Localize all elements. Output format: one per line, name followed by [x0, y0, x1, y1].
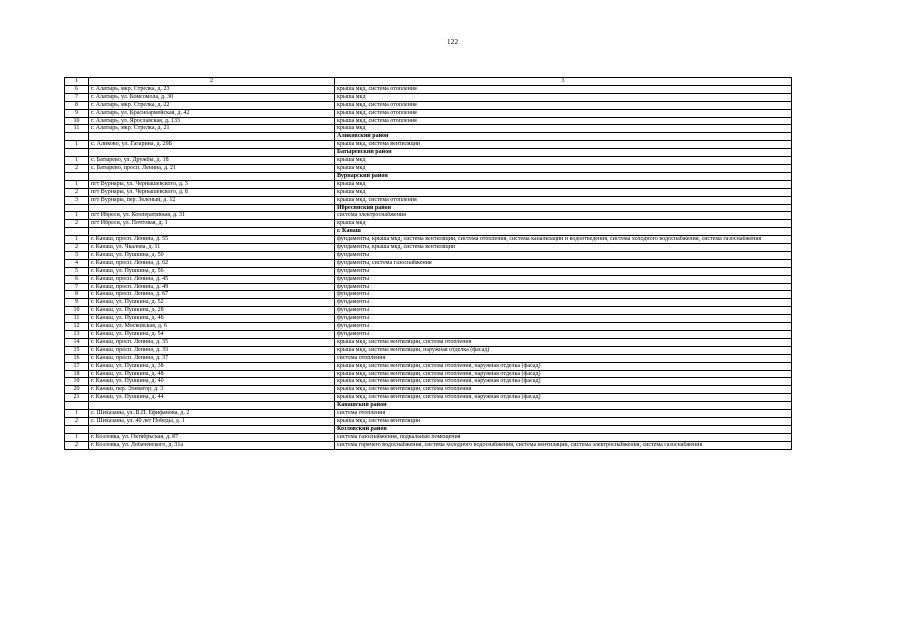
- row-address: г. Канаш, ул. Пушкина, д. 38: [89, 362, 335, 370]
- row-address: г. Алатырь, ул. Ярославская, д. 133: [89, 117, 335, 125]
- table-row: [65, 346, 792, 354]
- section-empty-cell: [89, 133, 335, 141]
- row-number: 3: [65, 196, 89, 204]
- section-title: г. Канаш: [335, 228, 792, 236]
- table-row: [65, 157, 792, 165]
- row-address: г. Канаш, просп. Ленина, д. 49: [89, 283, 335, 291]
- section-title: Вурнарский район: [335, 172, 792, 180]
- table-row: [65, 259, 792, 267]
- row-address: г. Канаш, ул. Пушкина, д. 46: [89, 315, 335, 323]
- section-header-row: [65, 204, 792, 212]
- row-address: г. Канаш, просп. Ленина, д. 37: [89, 354, 335, 362]
- page-number: 122: [446, 37, 459, 46]
- row-address: с. Батырево, просп. Ленина, д. 21: [89, 164, 335, 172]
- section-empty-cell: [89, 402, 335, 410]
- row-number: 1: [65, 433, 89, 441]
- row-number: 7: [65, 283, 89, 291]
- table-row: [65, 417, 792, 425]
- row-works: крыша мкд, система вентиляции, наружная отделка (фасад): [335, 346, 792, 354]
- table-row: [65, 394, 792, 402]
- row-works: крыша мкд, система отопления: [335, 117, 792, 125]
- row-works: крыша мкд, система отопления: [335, 85, 792, 93]
- table-row: [65, 370, 792, 378]
- row-works: крыша мкд, система отопления: [335, 109, 792, 117]
- row-address: г. Алатырь, мкр. Стрелка, д. 23: [89, 85, 335, 93]
- table-row: [65, 212, 792, 220]
- row-number: 9: [65, 109, 89, 117]
- row-number: 20: [65, 386, 89, 394]
- row-number: 8: [65, 291, 89, 299]
- row-number: 2: [65, 244, 89, 252]
- row-number: 12: [65, 323, 89, 331]
- table-row: [65, 85, 792, 93]
- row-number: 2: [65, 164, 89, 172]
- table-row: [65, 283, 792, 291]
- table-row: [65, 323, 792, 331]
- row-works: фундаменты, крыша мкд, система вентиляции, система отопления, система канализации и водоотведения, система холодного водоснабжения, система газоснабжения: [335, 236, 792, 244]
- table-row: [65, 441, 792, 449]
- row-address: с. Аликово, ул. Гагарина, д. 29Б: [89, 141, 335, 149]
- row-number: 9: [65, 299, 89, 307]
- row-works: крыша мкд, система вентиляции, система отопления, наружная отделка (фасад): [335, 378, 792, 386]
- row-works: система отопления: [335, 410, 792, 418]
- table-row: [65, 141, 792, 149]
- table-row: [65, 331, 792, 339]
- row-address: г. Алатырь, ул. Красноармейская, д. 42: [89, 109, 335, 117]
- row-number: 3: [65, 251, 89, 259]
- table-row: [65, 125, 792, 133]
- section-title: Ибресинский район: [335, 204, 792, 212]
- row-number: 1: [65, 212, 89, 220]
- table-row: [65, 362, 792, 370]
- row-number: 1: [65, 410, 89, 418]
- row-address: г. Козловка, ул. Лобачевского, д. 31а: [89, 441, 335, 449]
- row-works: система электроснабжения: [335, 212, 792, 220]
- row-address: г. Канаш, ул. Московская, д. 6: [89, 323, 335, 331]
- section-empty-cell: [65, 228, 89, 236]
- row-number: 21: [65, 394, 89, 402]
- section-header-row: [65, 228, 792, 236]
- table-row: [65, 196, 792, 204]
- row-number: 2: [65, 188, 89, 196]
- row-works: крыша мкд, система вентиляции, система отопления: [335, 386, 792, 394]
- row-address: г. Канаш, просп. Ленина, д. 33: [89, 346, 335, 354]
- table-row: [65, 220, 792, 228]
- table-row: [65, 354, 792, 362]
- header-cell-number: 1: [65, 78, 89, 86]
- section-header-row: [65, 149, 792, 157]
- row-address: г. Канаш, ул. Чкалова, д. 11: [89, 244, 335, 252]
- section-header-row: [65, 402, 792, 410]
- table-row: [65, 164, 792, 172]
- row-address: пгт Ибреси, ул. Почтовая, д. 1: [89, 220, 335, 228]
- row-number: 14: [65, 338, 89, 346]
- row-number: 10: [65, 117, 89, 125]
- row-address: г. Алатырь, ул. Комсомола, д. 30: [89, 93, 335, 101]
- row-address: пгт Вурнары, ул. Чернышевского, д. 3: [89, 180, 335, 188]
- section-empty-cell: [65, 204, 89, 212]
- table-row: [65, 93, 792, 101]
- row-works: фундаменты: [335, 283, 792, 291]
- row-number: 1: [65, 236, 89, 244]
- row-address: г. Алатырь, мкр. Стрелка, д. 21: [89, 125, 335, 133]
- row-works: крыша мкд: [335, 180, 792, 188]
- row-works: крыша мкд: [335, 164, 792, 172]
- row-works: фундаменты: [335, 251, 792, 259]
- row-address: г. Канаш, ул. Пушкина, д. 56: [89, 267, 335, 275]
- row-address: г. Канаш, ул. Пушкина, д. 48: [89, 370, 335, 378]
- row-number: 2: [65, 417, 89, 425]
- row-number: 6: [65, 275, 89, 283]
- section-title: Козловский район: [335, 425, 792, 433]
- section-empty-cell: [65, 172, 89, 180]
- table-row: [65, 188, 792, 196]
- section-header-row: [65, 133, 792, 141]
- row-works: крыша мкд, система вентиляции, система отопления, наружная отделка (фасад): [335, 370, 792, 378]
- table-row: [65, 267, 792, 275]
- row-number: 4: [65, 259, 89, 267]
- row-number: 2: [65, 441, 89, 449]
- row-works: крыша мкд: [335, 93, 792, 101]
- table-row: [65, 109, 792, 117]
- section-empty-cell: [65, 133, 89, 141]
- row-number: 10: [65, 307, 89, 315]
- header-cell-address: 2: [89, 78, 335, 86]
- row-number: 8: [65, 101, 89, 109]
- row-works: фундаменты: [335, 315, 792, 323]
- section-title: Батыревский район: [335, 149, 792, 157]
- section-empty-cell: [65, 402, 89, 410]
- row-address: с. Батырево, ул. Дружбы, д. 18: [89, 157, 335, 165]
- section-empty-cell: [89, 425, 335, 433]
- table-row: [65, 386, 792, 394]
- row-number: 19: [65, 378, 89, 386]
- section-empty-cell: [89, 228, 335, 236]
- row-number: 11: [65, 315, 89, 323]
- section-empty-cell: [65, 149, 89, 157]
- table-row: [65, 315, 792, 323]
- row-address: г. Канаш, просп. Ленина, д. 45: [89, 275, 335, 283]
- row-works: крыша мкд, система вентиляции, система отопления, наружная отделка (фасад): [335, 394, 792, 402]
- row-number: 13: [65, 331, 89, 339]
- table-row: [65, 236, 792, 244]
- row-works: фундаменты: [335, 291, 792, 299]
- row-address: г. Канаш, ул. Пушкина, д. 28: [89, 307, 335, 315]
- section-header-row: [65, 172, 792, 180]
- row-works: система отопления: [335, 354, 792, 362]
- row-works: система горячего водоснабжения, система холодного водоснабжения, система вентиляции, система электроснабжения, система газоснабжения: [335, 441, 792, 449]
- row-works: фундаменты, крыша мкд, система вентиляции: [335, 244, 792, 252]
- row-works: крыша мкд: [335, 157, 792, 165]
- table-row: [65, 180, 792, 188]
- table-row: [65, 338, 792, 346]
- table-row: [65, 291, 792, 299]
- row-number: 5: [65, 267, 89, 275]
- row-number: 17: [65, 362, 89, 370]
- row-works: фундаменты: [335, 275, 792, 283]
- section-empty-cell: [89, 172, 335, 180]
- section-title: Аликовский район: [335, 133, 792, 141]
- row-number: 15: [65, 346, 89, 354]
- row-works: крыша мкд, система вентиляции: [335, 141, 792, 149]
- table-row: [65, 244, 792, 252]
- row-works: крыша мкд: [335, 220, 792, 228]
- row-number: 6: [65, 85, 89, 93]
- row-works: крыша мкд: [335, 125, 792, 133]
- repair-works-table: [64, 77, 792, 450]
- row-address: г. Канаш, ул. Пушкина, д. 50: [89, 251, 335, 259]
- row-number: 2: [65, 220, 89, 228]
- section-empty-cell: [89, 149, 335, 157]
- row-works: фундаменты: [335, 323, 792, 331]
- row-number: 16: [65, 354, 89, 362]
- row-address: г. Канаш, просп. Ленина, д. 55: [89, 236, 335, 244]
- table-row: [65, 378, 792, 386]
- row-works: система газоснабжения, подвальные помещения: [335, 433, 792, 441]
- row-number: 1: [65, 157, 89, 165]
- row-address: г. Козловка, ул. Октябрьская, д. 87: [89, 433, 335, 441]
- row-address: г. Алатырь, мкр. Стрелка, д. 22: [89, 101, 335, 109]
- row-address: пгт Вурнары, пер. Зеленый, д. 12: [89, 196, 335, 204]
- row-works: крыша мкд: [335, 188, 792, 196]
- row-number: 1: [65, 141, 89, 149]
- row-address: г. Канаш, просп. Ленина, д. 67: [89, 291, 335, 299]
- row-address: г. Канаш, просп. Ленина, д. 62: [89, 259, 335, 267]
- row-number: 1: [65, 180, 89, 188]
- table-row: [65, 307, 792, 315]
- row-works: фундаменты, система газоснабжения: [335, 259, 792, 267]
- row-number: 18: [65, 370, 89, 378]
- row-address: пгт Вурнары, ул. Чернышевского, д. 8: [89, 188, 335, 196]
- row-address: с. Шихазаны, ул. В.П. Ефифанова, д. 2: [89, 410, 335, 418]
- header-cell-works: 3: [335, 78, 792, 86]
- table-header-row: [65, 78, 792, 86]
- row-works: крыша мкд, система отопления: [335, 196, 792, 204]
- row-address: г. Канаш, ул. Пушкина, д. 52: [89, 299, 335, 307]
- row-number: 11: [65, 125, 89, 133]
- row-works: крыша мкд, система вентиляции, система отопления, наружная отделка (фасад): [335, 362, 792, 370]
- row-works: фундаменты: [335, 299, 792, 307]
- row-works: фундаменты: [335, 331, 792, 339]
- table-row: [65, 433, 792, 441]
- table-row: [65, 299, 792, 307]
- row-works: фундаменты: [335, 267, 792, 275]
- section-header-row: [65, 425, 792, 433]
- table-row: [65, 101, 792, 109]
- section-title: Канашский район: [335, 402, 792, 410]
- section-empty-cell: [89, 204, 335, 212]
- section-empty-cell: [65, 425, 89, 433]
- table-row: [65, 275, 792, 283]
- row-address: г. Канаш, ул. Пушкина, д. 44: [89, 394, 335, 402]
- row-number: 7: [65, 93, 89, 101]
- table-row: [65, 410, 792, 418]
- row-address: пгт Ибреси, ул. Кооперативная, д. 31: [89, 212, 335, 220]
- row-address: с. Шихазаны, ул. 40 лет Победы, д. 1: [89, 417, 335, 425]
- row-works: крыша мкд, система вентиляции, система отопления: [335, 338, 792, 346]
- table-row: [65, 117, 792, 125]
- table-row: [65, 251, 792, 259]
- row-address: г. Канаш, пер. Элеватор, д. 3: [89, 386, 335, 394]
- row-works: фундаменты: [335, 307, 792, 315]
- row-works: крыша мкд, система отопления: [335, 101, 792, 109]
- row-address: г. Канаш, ул. Пушкина, д. 54: [89, 331, 335, 339]
- row-works: крыша мкд, система вентиляции: [335, 417, 792, 425]
- row-address: г. Канаш, ул. Пушкина, д. 40: [89, 378, 335, 386]
- row-address: г. Канаш, просп. Ленина, д. 35: [89, 338, 335, 346]
